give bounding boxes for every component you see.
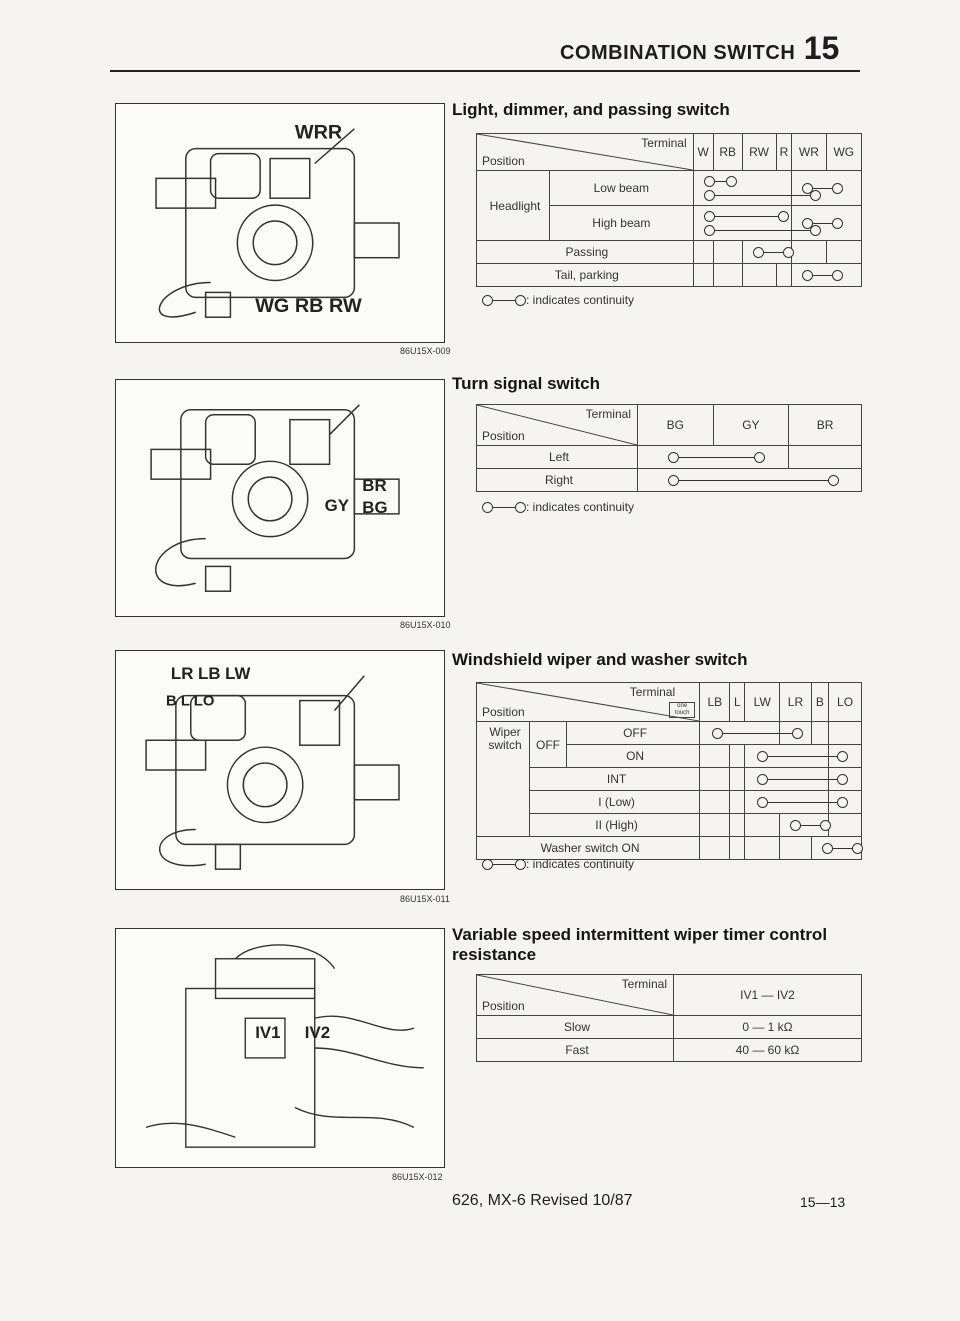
- high-label: II (High): [530, 814, 700, 837]
- photo-label: B L LO: [165, 693, 215, 710]
- diag-header: Terminal Position: [477, 975, 674, 1016]
- wiper-switch-label: Wiper switch: [477, 722, 530, 837]
- continuity-right: [638, 469, 862, 492]
- continuity-on: [745, 745, 829, 768]
- photo-label: LR LB LW: [170, 663, 251, 683]
- photo-code: 86U15X-012: [392, 1172, 443, 1182]
- continuity-high-beam: [693, 206, 792, 241]
- diag-header: Terminal Position: [477, 405, 638, 446]
- model-footer: 626, MX-6 Revised 10/87: [452, 1192, 633, 1209]
- continuity-low: [745, 791, 829, 814]
- photo-label: BR: [362, 476, 387, 496]
- continuity-tail: [792, 264, 862, 287]
- wiper-title: Windshield wiper and washer switch: [452, 650, 748, 669]
- section-title: COMBINATION SWITCH: [560, 42, 796, 64]
- passing-label: Passing: [477, 241, 694, 264]
- continuity-note: : indicates continuity: [482, 293, 634, 307]
- continuity-low-beam: [693, 171, 792, 206]
- washer-label: Washer switch ON: [477, 837, 700, 860]
- turn-signal-table: Terminal Position BG GY BR Left Right: [476, 404, 862, 492]
- continuity-high-beam-wr: [792, 206, 862, 241]
- photo-code: 86U15X-009: [400, 346, 451, 356]
- timer-table: [476, 974, 862, 1062]
- page-number: 15—13: [800, 1194, 846, 1210]
- photo-label: GY: [324, 495, 349, 515]
- wiper-table: Terminal Position one touch LB L LW LR B LO Wiper switch OFF OFF ON INT I (Low) II (High) Washer switch ON: [476, 682, 862, 860]
- photo-label: WG RB RW: [255, 295, 362, 318]
- light-switch-table: Terminal Position W RB RW R WR WG Headlight Low beam High beam Passing Tail, parking: [476, 133, 862, 287]
- continuity-note: : indicates continuity: [482, 857, 634, 871]
- diag-header: Terminal Position: [477, 134, 694, 171]
- right-label: Right: [477, 469, 638, 492]
- off-one-touch-label: OFF: [567, 722, 700, 745]
- continuity-low-beam-wr: [792, 171, 862, 206]
- headlight-label: Headlight: [477, 171, 550, 241]
- fast-value: 40 — 60 kΩ: [674, 1039, 862, 1062]
- on-label: ON: [567, 745, 700, 768]
- continuity-off: [700, 722, 780, 745]
- timer-title: Variable speed intermittent wiper timer control resistance: [452, 925, 828, 964]
- tail-parking-label: Tail, parking: [477, 264, 694, 287]
- diag-header: Terminal Position one touch: [477, 683, 700, 722]
- switch-illustration: [116, 651, 444, 889]
- header-rule: [110, 70, 860, 72]
- continuity-passing: [742, 241, 792, 264]
- turn-signal-title: Turn signal switch: [452, 374, 600, 393]
- int-label: INT: [530, 768, 700, 791]
- low-beam-label: Low beam: [550, 171, 694, 206]
- photo-wiper-switch: [115, 650, 445, 890]
- switch-illustration: [116, 380, 444, 616]
- slow-value: 0 — 1 kΩ: [674, 1016, 862, 1039]
- photo-light-switch: [115, 103, 445, 343]
- continuity-high: [780, 814, 829, 837]
- section-number: 15: [803, 30, 840, 66]
- photo-code: 86U15X-011: [400, 894, 450, 904]
- continuity-int: [745, 768, 829, 791]
- fast-label: Fast: [477, 1039, 674, 1062]
- slow-label: Slow: [477, 1016, 674, 1039]
- photo-timer-connector: [115, 928, 445, 1168]
- left-label: Left: [477, 446, 638, 469]
- off-label: OFF: [530, 722, 567, 768]
- continuity-washer: [811, 837, 861, 860]
- photo-label: WRR: [294, 121, 343, 144]
- continuity-note: : indicates continuity: [482, 500, 634, 514]
- high-beam-label: High beam: [550, 206, 694, 241]
- light-switch-title: Light, dimmer, and passing switch: [452, 100, 730, 119]
- connector-illustration: [116, 929, 444, 1167]
- photo-label: IV2: [304, 1023, 331, 1043]
- photo-code: 86U15X-010: [400, 620, 451, 630]
- photo-label: IV1: [255, 1023, 281, 1043]
- switch-illustration: [116, 104, 444, 342]
- low-label: I (Low): [530, 791, 700, 814]
- photo-label: BG: [362, 497, 388, 517]
- continuity-left: [638, 446, 789, 469]
- iv-column-header: IV1 — IV2: [674, 975, 862, 1016]
- photo-turn-switch: [115, 379, 445, 617]
- page-header: [560, 30, 839, 67]
